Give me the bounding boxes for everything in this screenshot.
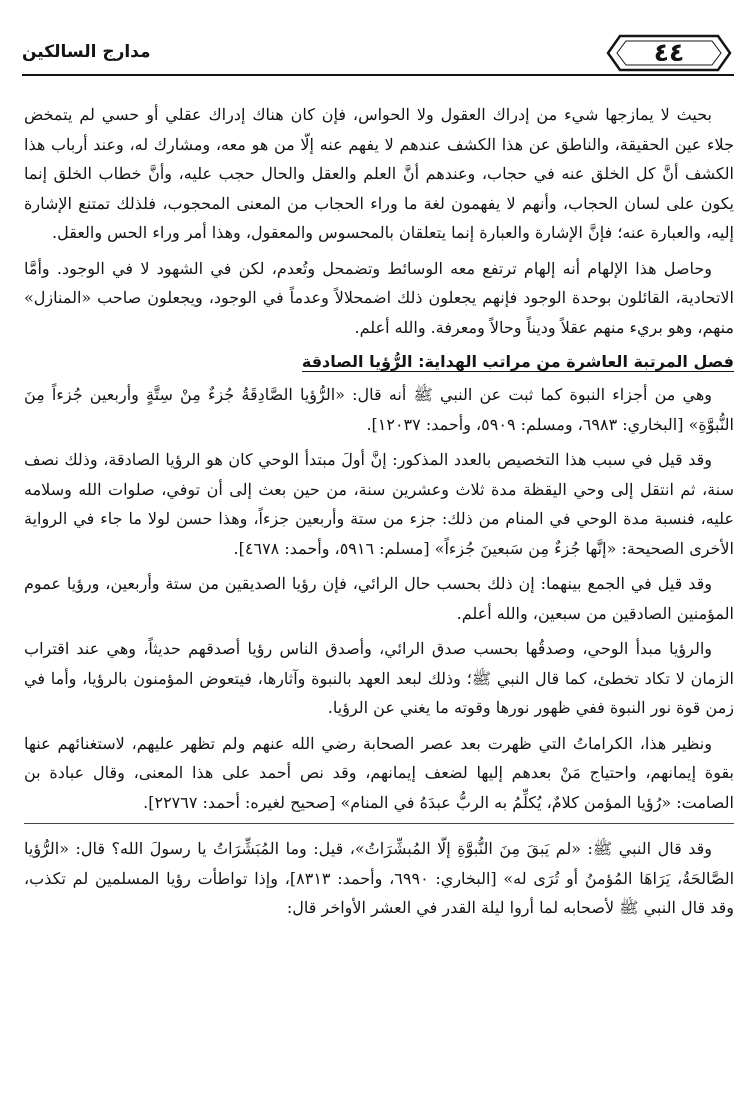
- paragraph-separator: [24, 823, 734, 824]
- book-title: مدارج السالكين: [22, 42, 151, 62]
- page-number: ٤٤: [653, 38, 685, 67]
- paragraph-8: وقد قال النبي ﷺ: «لم يَبقَ مِنَ النُّبوَّةِ إلّا المُبشِّرَاتُ»، قيل: وما المُبَشِّرَاتُ يا رسولَ الله؟ قال: «الرُّؤيا الصَّالحَةُ، يَرَاهَا المُؤمنُ أو تُرَى له» [البخاري: ٦٩٩٠، وأحمد: ٨٣١٣]، وإذا تواطأت رؤيا المسلمين لم تكذب، وقد قال النبي ﷺ لأصحابه لما أروا ليلة القدر في العشر الأواخر قال:: [24, 839, 735, 917]
- paragraph-6: والرؤيا مبدأ الوحي، وصدقُها بحسب صدق الرائي، وأصدق الناس رؤيا أصدقهم حديثاً، وهي عند اقتراب الزمان لا تكاد تخطئ، كما قال النبي ﷺ؛ وذلك لبعد العهد بالنبوة وآثارها، فيتعوض المؤمنون بالرؤيا، وأما في زمن قوة نور النبوة ففي ظهور نورها وقوته ما يغني عن الرؤيا.: [24, 639, 734, 717]
- section-heading: [24, 348, 734, 376]
- page-header: [0, 0, 756, 84]
- page-body: [24, 100, 734, 929]
- paragraph-5: وقد قيل في الجمع بينهما: إن ذلك بحسب حال الرائي، فإن رؤيا الصديقين من ستة وأربعين، ورؤيا عموم المؤمنين الصادقين من سبعين، والله أعلم.: [24, 574, 734, 623]
- page-number-badge: [606, 34, 732, 72]
- paragraph-7: ونظير هذا، الكراماتُ التي ظهرت بعد عصر الصحابة رضي الله عنهم ولم تظهر عليهم، لاستغنائهم عنها بقوة إيمانهم، واحتياج مَنْ بعدهم إليها لضعف إيمانهم، وقد نص أحمد على هذا المعنى، وقال عبادة بن الصامت: «رُؤيا المؤمن كلامٌ، يُكلِّمُ به الربُّ عبدَهُ في المنام» [صحيح لغيره: أحمد: ٢٢٧٦٧].: [24, 733, 734, 812]
- section-heading-text: فصل المرتبة العاشرة من مراتب الهداية: الرُّؤيا الصادقة: [301, 352, 734, 371]
- header-divider: [22, 74, 734, 76]
- paragraph-4: وقد قيل في سبب هذا التخصيص بالعدد المذكور: إنَّ أولَ مبتدأ الوحي كان هو الرؤيا الصادقة، وذلك نصف سنة، ثم انتقل إلى وحي اليقظة مدة ثلاث وعشرين سنة، من حين بعث إلى أن توفي، صلوات الله وسلامه عليه، فنسبة مدة الوحي في المنام من ذلك: جزء من ستة وأربعين جزءاً، وهذا حسن لولا ما جاء في الرواية الأخرى الصحيحة: «إنَّها جُزءٌ مِن سَبعينَ جُزءاً» [مسلم: ٥٩١٦، وأحمد: ٤٦٧٨].: [24, 450, 735, 558]
- paragraph-1: بحيث لا يمازجها شيء من إدراك العقول ولا الحواس، فإن كان هناك إدراك عقلي أو حسي لم يتمخض جلاء عين الحقيقة، والناطق عن هذا الكشف عندهم لا يفهم عنه إلّا من هو معه، ومشارك له، وعند أرباب هذا الكشف أنَّ كل الخلق عنه في حجاب، وعندهم أنَّ العلم والعقل والحال حجب عليه، وأنَّ خطاب الخلق إنما يكون على لسان الحجاب، وأنهم لا يفهمون لغة ما وراء الحجاب من المعنى المحجوب، فلذلك تمتنع الإشارة إليه، والعبارة عنه؛ فإنَّ الإشارة والعبارة إنما يتعلقان بالمحسوس والمعقول، وهذا أمر وراء الحس والعقل.: [24, 105, 734, 242]
- paragraph-3: وهي من أجزاء النبوة كما ثبت عن النبي ﷺ أنه قال: «الرُّؤيا الصَّادِقَةُ جُزءٌ مِنْ سِتَّةٍ وأربعين جُزءاً مِنَ النُّبوَّةِ» [البخاري: ٦٩٨٣، ومسلم: ٥٩٠٩، وأحمد: ١٢٠٣٧].: [24, 385, 734, 434]
- paragraph-2: وحاصل هذا الإلهام أنه إلهام ترتفع معه الوسائط وتضمحل وتُعدم، لكن في الشهود لا في الوجود. وأمَّا الاتحادية، القائلون بوحدة الوجود فإنهم يجعلون ذلك اضمحلالاً وعدماً في الوجود، ويجعلون صاحب «المنازل» منهم، وهو بريء منهم عقلاً وديناً وحالاً ومعرفة. والله أعلم.: [24, 258, 734, 337]
